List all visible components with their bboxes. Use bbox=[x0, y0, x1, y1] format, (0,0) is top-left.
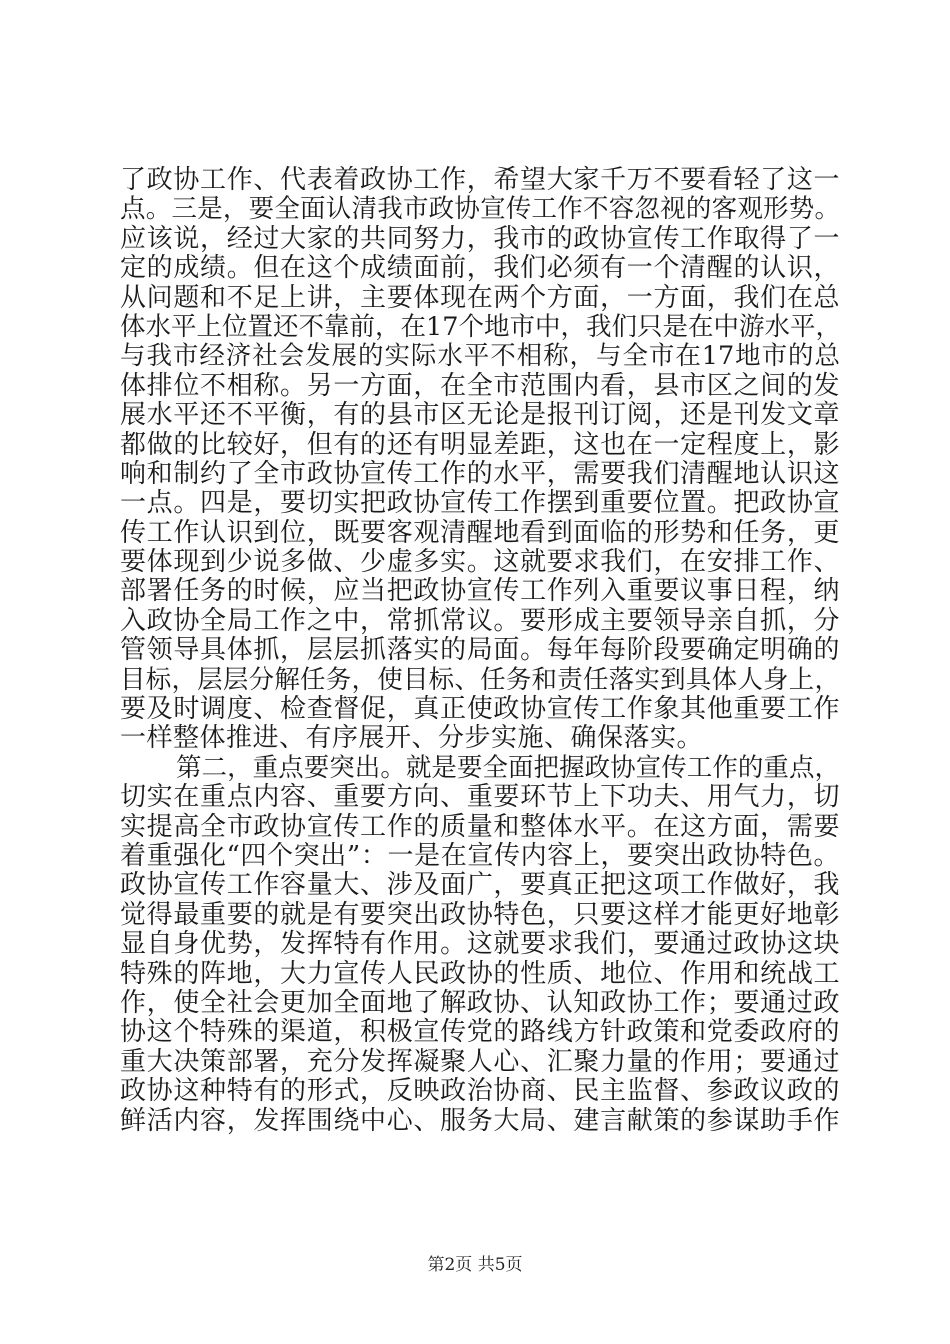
text-line: 点。三是，要全面认清我市政协宣传工作不容忽视的客观形势。 bbox=[120, 194, 840, 225]
text-line: 实提高全市政协宣传工作的质量和整体水平。在这方面，需要 bbox=[120, 811, 840, 842]
page-footer bbox=[0, 1250, 950, 1275]
body-text bbox=[120, 166, 840, 1136]
text-line: 应该说，经过大家的共同努力，我市的政协宣传工作取得了一 bbox=[120, 223, 840, 254]
paragraph-1 bbox=[120, 166, 840, 754]
text-line: 展水平还不平衡，有的县市区无论是报刊订阅，还是刊发文章 bbox=[120, 400, 840, 431]
text-line: 要体现到少说多做、少虚多实。这就要求我们，在安排工作、 bbox=[120, 547, 840, 578]
text-line: 传工作认识到位，既要客观清醒地看到面临的形势和任务，更 bbox=[120, 517, 840, 548]
text-line: 协这个特殊的渠道，积极宣传党的路线方针政策和党委政府的 bbox=[120, 1017, 840, 1048]
text-line: 政协宣传工作容量大、涉及面广，要真正把这项工作做好，我 bbox=[120, 870, 840, 901]
text-line: 从问题和不足上讲，主要体现在两个方面，一方面，我们在总 bbox=[120, 282, 840, 313]
text-line: 作，使全社会更加全面地了解政协、认知政协工作；要通过政 bbox=[120, 987, 840, 1018]
text-line: 一点。四是，要切实把政协宣传工作摆到重要位置。把政协宣 bbox=[120, 488, 840, 519]
text-line: 第二，重点要突出。就是要全面把握政协宣传工作的重点， bbox=[176, 752, 840, 783]
text-line: 响和制约了全市政协宣传工作的水平，需要我们清醒地认识这 bbox=[120, 458, 840, 489]
text-line: 体排位不相称。另一方面，在全市范围内看，县市区之间的发 bbox=[120, 370, 840, 401]
page-number: 第2页 共5页 bbox=[427, 1255, 523, 1275]
text-line: 要及时调度、检查督促，真正使政协宣传工作象其他重要工作 bbox=[120, 694, 840, 725]
text-line: 与我市经济社会发展的实际水平不相称，与全市在17地市的总 bbox=[120, 341, 840, 372]
text-line: 都做的比较好，但有的还有明显差距，这也在一定程度上，影 bbox=[120, 429, 840, 460]
text-line: 一样整体推进、有序展开、分步实施、确保落实。 bbox=[120, 723, 704, 754]
text-line: 显自身优势，发挥特有作用。这就要求我们，要通过政协这块 bbox=[120, 929, 840, 960]
text-line: 觉得最重要的就是有要突出政协特色，只要这样才能更好地彰 bbox=[120, 899, 840, 930]
text-line: 政协这种特有的形式，反映政治协商、民主监督、参政议政的 bbox=[120, 1076, 840, 1107]
text-line: 体水平上位置还不靠前，在17个地市中，我们只是在中游水平， bbox=[120, 311, 841, 342]
text-line: 定的成绩。但在这个成绩面前，我们必须有一个清醒的认识， bbox=[120, 253, 840, 284]
paragraph-2 bbox=[120, 754, 840, 1136]
text-line: 鲜活内容，发挥围绕中心、服务大局、建言献策的参谋助手作 bbox=[120, 1105, 840, 1136]
text-line: 着重强化“四个突出”：一是在宣传内容上，要突出政协特色。 bbox=[120, 840, 840, 871]
text-line: 了政协工作、代表着政协工作，希望大家千万不要看轻了这一 bbox=[120, 165, 840, 195]
text-line: 部署任务的时候，应当把政协宣传工作列入重要议事日程，纳 bbox=[120, 576, 840, 607]
text-line: 切实在重点内容、重要方向、重要环节上下功夫、用气力，切 bbox=[120, 782, 840, 813]
text-line: 管领导具体抓，层层抓落实的局面。每年每阶段要确定明确的 bbox=[120, 635, 840, 666]
text-line: 入政协全局工作之中，常抓常议。要形成主要领导亲自抓，分 bbox=[120, 605, 840, 636]
text-line: 特殊的阵地，大力宣传人民政协的性质、地位、作用和统战工 bbox=[120, 958, 840, 989]
text-line: 目标，层层分解任务，使目标、任务和责任落实到具体人身上， bbox=[120, 664, 840, 695]
text-line: 重大决策部署，充分发挥凝聚人心、汇聚力量的作用；要通过 bbox=[120, 1046, 840, 1077]
